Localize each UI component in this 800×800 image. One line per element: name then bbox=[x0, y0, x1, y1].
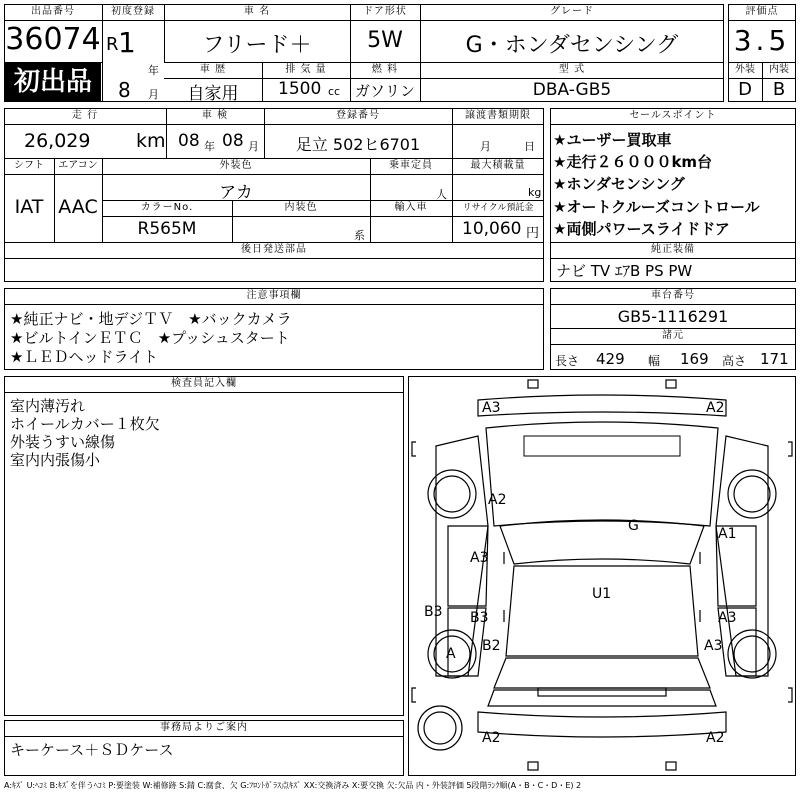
history: 自家用 bbox=[187, 84, 239, 104]
mileage: 26,029 bbox=[24, 130, 91, 152]
first-listing-badge: 初出品 bbox=[5, 63, 101, 101]
mark-b3-left-rear-door: B3 bbox=[470, 610, 489, 626]
note-line-1: ★純正ナビ・地デジＴＶ ★バックカメラ bbox=[10, 310, 292, 328]
displacement: 1500 bbox=[278, 79, 322, 99]
import-label: 輸入車 bbox=[394, 202, 428, 213]
note-line-3: ★ＬＥＤヘッドライト bbox=[10, 348, 158, 366]
sales-point-4: ★オートクルーズコントロール bbox=[553, 198, 760, 216]
mark-a-left-wheel: A bbox=[446, 646, 456, 662]
transfer-month-unit: 月 bbox=[480, 140, 491, 153]
length: 429 bbox=[596, 350, 625, 368]
exterior-grade: D bbox=[738, 79, 752, 100]
sales-point-5: ★両側パワースライドドア bbox=[553, 220, 730, 238]
model-code: DBA-GB5 bbox=[532, 80, 612, 100]
office-text: キーケース＋ＳＤケース bbox=[10, 741, 174, 759]
mark-a3-right-rear-door: A3 bbox=[718, 610, 737, 626]
mark-a3-left-door: A3 bbox=[470, 550, 489, 566]
interior-grade: B bbox=[772, 79, 786, 100]
mileage-unit: km bbox=[136, 130, 166, 152]
mileage-label: 走 行 bbox=[71, 110, 99, 121]
car-outline-diagram bbox=[408, 376, 796, 776]
lot-number-label: 出品番号 bbox=[31, 6, 75, 17]
mark-a2-front-right: A2 bbox=[706, 400, 725, 416]
color-no-label: カラーNo. bbox=[140, 202, 194, 213]
registration-month: 8 bbox=[118, 78, 131, 102]
width: 169 bbox=[680, 350, 709, 368]
car-name: フリード＋ bbox=[202, 33, 312, 58]
load-capacity-unit: kg bbox=[528, 186, 542, 199]
equipment: ナビ TV ｴｱB PS PW bbox=[556, 262, 693, 280]
inspection-month-unit: 月 bbox=[248, 140, 259, 153]
mark-b3-left-sill: B3 bbox=[424, 604, 443, 620]
door-label: ドア形状 bbox=[363, 6, 407, 17]
legend: A:ｷｽﾞ U:ﾍｺﾐ B:ｷｽﾞを伴うﾍｺﾐ P:要塗装 W:補修跡 S:錆 C:腐食、欠 G:ﾌﾛﾝﾄｶﾞﾗｽ点ｷｽﾞ XX:交換済み X:要交換 欠:欠品 内・外装評価 5段階ﾗﾝｸ順(A・B・C・D・E) 2 bbox=[4, 781, 582, 790]
later-parts-label: 後日発送部品 bbox=[241, 244, 307, 255]
width-label: 幅 bbox=[648, 354, 661, 368]
registration-year: 1 bbox=[118, 26, 136, 59]
load-capacity-label: 最大積載量 bbox=[470, 160, 526, 171]
mark-a2-hood: A2 bbox=[488, 492, 507, 508]
interior-color-label: 内装色 bbox=[284, 202, 318, 213]
color-label: 外装色 bbox=[219, 160, 253, 171]
recycle-fee: 10,060 bbox=[462, 219, 522, 239]
fuel-label: 燃 料 bbox=[371, 64, 399, 75]
inspection-label: 車 検 bbox=[201, 110, 229, 121]
transfer-day-unit: 日 bbox=[524, 140, 535, 153]
interior-color-unit: 系 bbox=[354, 229, 365, 242]
inspector-line-2: ホイールカバー１枚欠 bbox=[10, 415, 160, 433]
lot-number: 36074 bbox=[5, 22, 101, 57]
first-registration-label: 初度登録 bbox=[111, 6, 155, 17]
note-line-2: ★ビルトインＥＴＣ ★プッシュスタート bbox=[10, 329, 290, 347]
ac-label: エアコン bbox=[58, 160, 98, 171]
capacity-label: 乗車定員 bbox=[389, 160, 433, 171]
equipment-label: 純正装備 bbox=[651, 244, 695, 255]
inspection-month: 08 bbox=[222, 131, 244, 151]
sales-point-2: ★走行２６０００km台 bbox=[553, 153, 713, 171]
inspector-line-4: 室内内張傷小 bbox=[10, 451, 101, 469]
mark-a3-front-left: A3 bbox=[482, 400, 501, 416]
score: 3.5 bbox=[733, 24, 791, 57]
mark-u1-roof: U1 bbox=[592, 586, 612, 602]
shift: IAT bbox=[14, 196, 44, 218]
sales-point-1: ★ユーザー買取車 bbox=[553, 131, 672, 149]
recycle-label: リサイクル預託金 bbox=[462, 203, 534, 213]
chassis-label: 車台番号 bbox=[651, 290, 695, 301]
mark-a3-right-quarter: A3 bbox=[704, 638, 723, 654]
inspection-year-unit: 年 bbox=[204, 140, 215, 153]
capacity-unit: 人 bbox=[436, 188, 447, 201]
displacement-label: 排 気 量 bbox=[285, 64, 327, 75]
grade-label: グレード bbox=[550, 6, 594, 17]
exterior-color: アカ bbox=[219, 183, 253, 203]
recycle-unit: 円 bbox=[526, 226, 540, 241]
plate-number: 足立 502ヒ6701 bbox=[295, 135, 421, 154]
year-unit: 年 bbox=[148, 64, 159, 77]
color-no: R565M bbox=[137, 219, 197, 239]
notes-label: 注意事項欄 bbox=[246, 290, 302, 301]
interior-label: 内装 bbox=[769, 64, 789, 75]
displacement-unit: cc bbox=[328, 85, 341, 98]
fuel: ガソリン bbox=[354, 82, 415, 100]
height-label: 高さ bbox=[722, 354, 747, 368]
sales-point-3: ★ホンダセンシング bbox=[553, 175, 685, 193]
mark-a2-rear-right: A2 bbox=[706, 730, 725, 746]
mark-g-windshield: G bbox=[628, 518, 639, 534]
ac: AAC bbox=[58, 196, 98, 218]
grade: G・ホンダセンシング bbox=[465, 33, 679, 58]
history-label: 車 歴 bbox=[199, 64, 227, 75]
score-label: 評価点 bbox=[745, 6, 779, 17]
door-type: 5W bbox=[367, 28, 403, 53]
exterior-label: 外装 bbox=[735, 64, 755, 75]
height: 171 bbox=[760, 350, 789, 368]
mark-a2-rear-left: A2 bbox=[482, 730, 501, 746]
mark-b2-left-quarter: B2 bbox=[482, 638, 501, 654]
era: R bbox=[106, 34, 119, 55]
plate-label: 登録番号 bbox=[336, 110, 380, 121]
transfer-doc-label: 譲渡書類期限 bbox=[465, 110, 531, 121]
inspector-line-1: 室内薄汚れ bbox=[10, 397, 86, 415]
inspection-year: 08 bbox=[178, 131, 200, 151]
length-label: 長さ bbox=[555, 354, 580, 368]
shift-label: シフト bbox=[14, 160, 44, 171]
inspector-label: 検査員記入欄 bbox=[171, 378, 237, 389]
inspector-line-3: 外装うすい線傷 bbox=[10, 433, 116, 451]
car-name-label: 車 名 bbox=[243, 6, 271, 17]
chassis-number: GB5-1116291 bbox=[617, 307, 729, 326]
sales-points-label: セールスポイント bbox=[629, 110, 717, 121]
month-unit: 月 bbox=[148, 88, 159, 101]
office-label: 事務局よりご案内 bbox=[160, 722, 248, 733]
model-label: 型 式 bbox=[558, 64, 586, 75]
specs-label: 諸元 bbox=[662, 330, 684, 341]
mark-a1-right-front: A1 bbox=[718, 526, 737, 542]
